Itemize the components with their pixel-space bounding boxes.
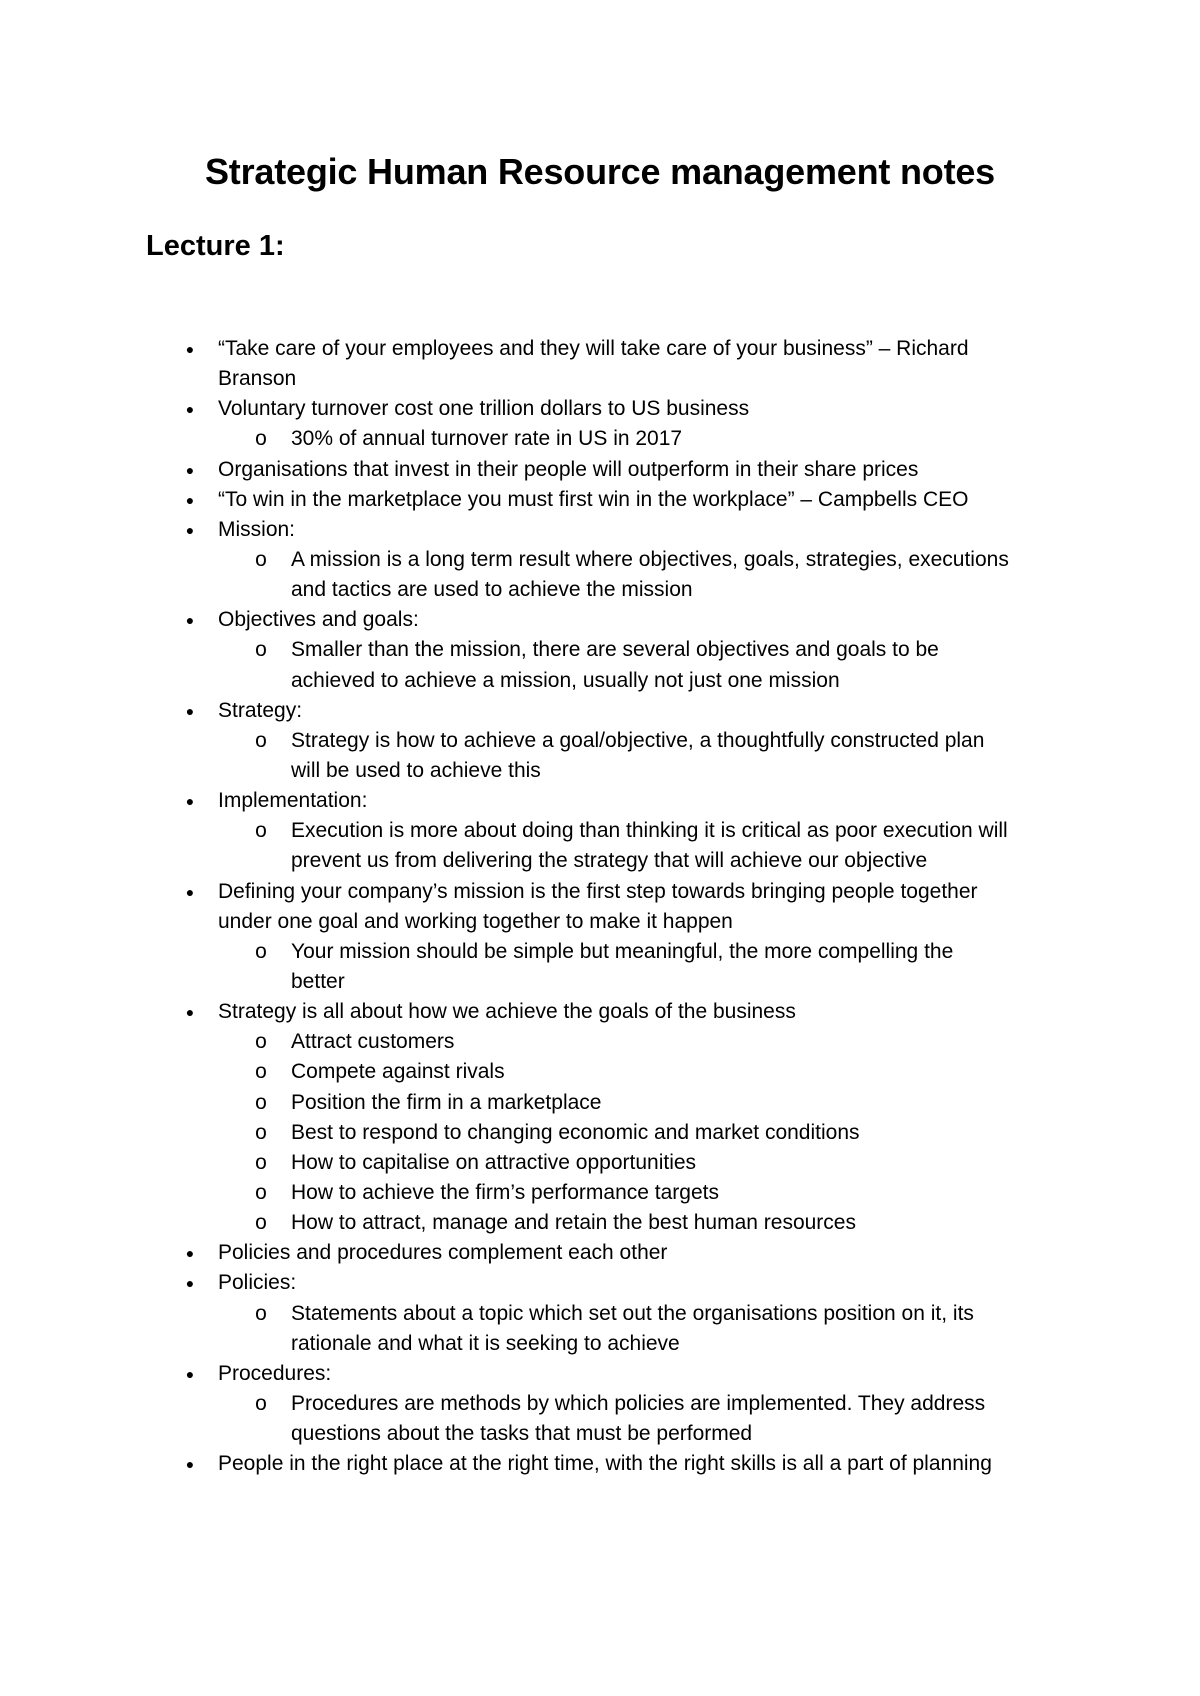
- sub-list-item: [0, 1118, 1200, 1148]
- list-item-text: Objectives and goals:: [218, 608, 419, 632]
- sub-list-item: [0, 1299, 1200, 1329]
- bullet-marker: ●: [185, 702, 195, 719]
- bullet-marker: ●: [185, 1275, 195, 1292]
- list-item: [0, 786, 1200, 816]
- list-item: [0, 605, 1200, 635]
- bullet-marker: ●: [185, 521, 195, 538]
- sub-bullet-marker: o: [255, 1211, 267, 1235]
- sub-list-item: [0, 1419, 1200, 1449]
- sub-list-item: [0, 1057, 1200, 1087]
- list-item-text: Statements about a topic which set out the organisations position on it, its: [291, 1301, 974, 1325]
- bullet-marker: ●: [185, 461, 195, 478]
- list-item-text: Implementation:: [218, 789, 368, 813]
- list-item-text: under one goal and working together to make it happen: [218, 909, 733, 933]
- list-item-text: prevent us from delivering the strategy that will achieve our objective: [291, 849, 928, 873]
- sub-list-item: [0, 666, 1200, 696]
- list-item: [0, 1449, 1200, 1479]
- list-item: [0, 997, 1200, 1027]
- bullet-marker: ●: [185, 401, 195, 418]
- list-item-text: better: [291, 969, 345, 993]
- bullet-marker: ●: [185, 883, 195, 900]
- list-item-text: Smaller than the mission, there are several objectives and goals to be: [291, 638, 939, 662]
- sub-bullet-marker: o: [255, 427, 267, 451]
- bullet-marker: ●: [185, 1456, 195, 1473]
- list-item-text: How to achieve the firm’s performance targets: [291, 1180, 719, 1204]
- sub-list-item: [0, 846, 1200, 876]
- sub-bullet-marker: o: [255, 1301, 267, 1325]
- list-item-text: questions about the tasks that must be performed: [291, 1422, 753, 1446]
- sub-list-item: [0, 1088, 1200, 1118]
- sub-list-item: [0, 816, 1200, 846]
- list-item-text: Position the firm in a marketplace: [291, 1090, 602, 1114]
- list-item-text: Strategy is all about how we achieve the goals of the business: [218, 1000, 796, 1024]
- sub-list-item: [0, 1208, 1200, 1238]
- list-item: [0, 394, 1200, 424]
- list-item-text: Branson: [218, 367, 297, 391]
- sub-bullet-marker: o: [255, 1090, 267, 1114]
- list-item-text: Policies:: [218, 1271, 297, 1295]
- bullet-marker: ●: [185, 341, 195, 357]
- sub-bullet-marker: o: [255, 728, 267, 752]
- sub-list-item: [0, 967, 1200, 997]
- list-item-text: achieved to achieve a mission, usually not just one mission: [291, 668, 840, 692]
- sub-list-item: [0, 545, 1200, 575]
- list-item-text: Voluntary turnover cost one trillion dollars to US business: [218, 397, 750, 421]
- list-item-text: Your mission should be simple but meaningful, the more compelling the: [291, 939, 954, 963]
- list-item-text: rationale and what it is seeking to achieve: [291, 1331, 680, 1355]
- list-item-text: “Take care of your employees and they will take care of your business” – Richard: [218, 337, 969, 360]
- sub-bullet-marker: o: [255, 1180, 267, 1204]
- list-item-text: How to capitalise on attractive opportunities: [291, 1150, 697, 1174]
- list-item: [0, 1359, 1200, 1389]
- sub-bullet-marker: o: [255, 547, 267, 571]
- sub-bullet-marker: o: [255, 1060, 267, 1084]
- list-item-text: will be used to achieve this: [291, 758, 541, 782]
- sub-list-item: [0, 1329, 1200, 1359]
- bullet-marker: ●: [185, 793, 195, 810]
- list-item-text: Mission:: [218, 517, 296, 541]
- list-item-text: Execution is more about doing than thinking it is critical as poor execution will: [291, 819, 1008, 843]
- list-item-text: A mission is a long term result where objectives, goals, strategies, executions: [291, 547, 1009, 571]
- section-heading: Lecture 1:: [146, 230, 285, 262]
- list-item: [0, 455, 1200, 485]
- list-item-text: Strategy:: [218, 698, 303, 722]
- list-item: [0, 334, 1200, 364]
- sub-list-item: [0, 1178, 1200, 1208]
- list-item-text: Procedures:: [218, 1361, 332, 1385]
- sub-list-item: [0, 635, 1200, 665]
- list-item: [0, 485, 1200, 515]
- list-item: [0, 515, 1200, 545]
- sub-bullet-marker: o: [255, 1391, 267, 1415]
- sub-bullet-marker: o: [255, 638, 267, 662]
- list-item-text: “To win in the marketplace you must first win in the workplace” – Campbells CEO: [218, 487, 969, 511]
- sub-list-item: [0, 756, 1200, 786]
- sub-list-item: [0, 937, 1200, 967]
- list-item-text: Defining your company’s mission is the first step towards bringing people together: [218, 879, 978, 903]
- list-item-text: People in the right place at the right time, with the right skills is all a part of planning: [218, 1452, 992, 1476]
- list-item: [0, 1238, 1200, 1268]
- notes-list: [0, 334, 1200, 1479]
- list-item-text: Organisations that invest in their people will outperform in their share prices: [218, 457, 919, 481]
- list-item: [0, 696, 1200, 726]
- list-item: [0, 364, 1200, 394]
- list-item-text: Strategy is how to achieve a goal/objective, a thoughtfully constructed plan: [291, 728, 985, 752]
- sub-list-item: [0, 575, 1200, 605]
- sub-list-item: [0, 1027, 1200, 1057]
- list-item-text: Attract customers: [291, 1030, 455, 1054]
- list-item-text: 30% of annual turnover rate in US in 2017: [291, 427, 683, 451]
- list-item-text: Best to respond to changing economic and market conditions: [291, 1120, 860, 1144]
- list-item: [0, 907, 1200, 937]
- list-item-text: How to attract, manage and retain the best human resources: [291, 1211, 856, 1235]
- sub-bullet-marker: o: [255, 1030, 267, 1054]
- sub-bullet-marker: o: [255, 819, 267, 843]
- bullet-marker: ●: [185, 491, 195, 508]
- sub-list-item: [0, 1148, 1200, 1178]
- sub-bullet-marker: o: [255, 1120, 267, 1144]
- list-item: [0, 1268, 1200, 1298]
- list-item-text: and tactics are used to achieve the mission: [291, 578, 693, 602]
- bullet-marker: ●: [185, 612, 195, 629]
- document-title: Strategic Human Resource management notes: [204, 151, 996, 192]
- bullet-marker: ●: [185, 1365, 195, 1382]
- bullet-marker: ●: [185, 1004, 195, 1021]
- list-item-text: Policies and procedures complement each other: [218, 1241, 668, 1265]
- sub-bullet-marker: o: [255, 939, 267, 963]
- list-item-text: Procedures are methods by which policies are implemented. They address: [291, 1391, 986, 1415]
- sub-bullet-marker: o: [255, 1150, 267, 1174]
- sub-list-item: [0, 726, 1200, 756]
- sub-list-item: [0, 1389, 1200, 1419]
- list-item-text: Compete against rivals: [291, 1060, 505, 1084]
- sub-list-item: [0, 424, 1200, 454]
- list-item: [0, 877, 1200, 907]
- bullet-marker: ●: [185, 1245, 195, 1262]
